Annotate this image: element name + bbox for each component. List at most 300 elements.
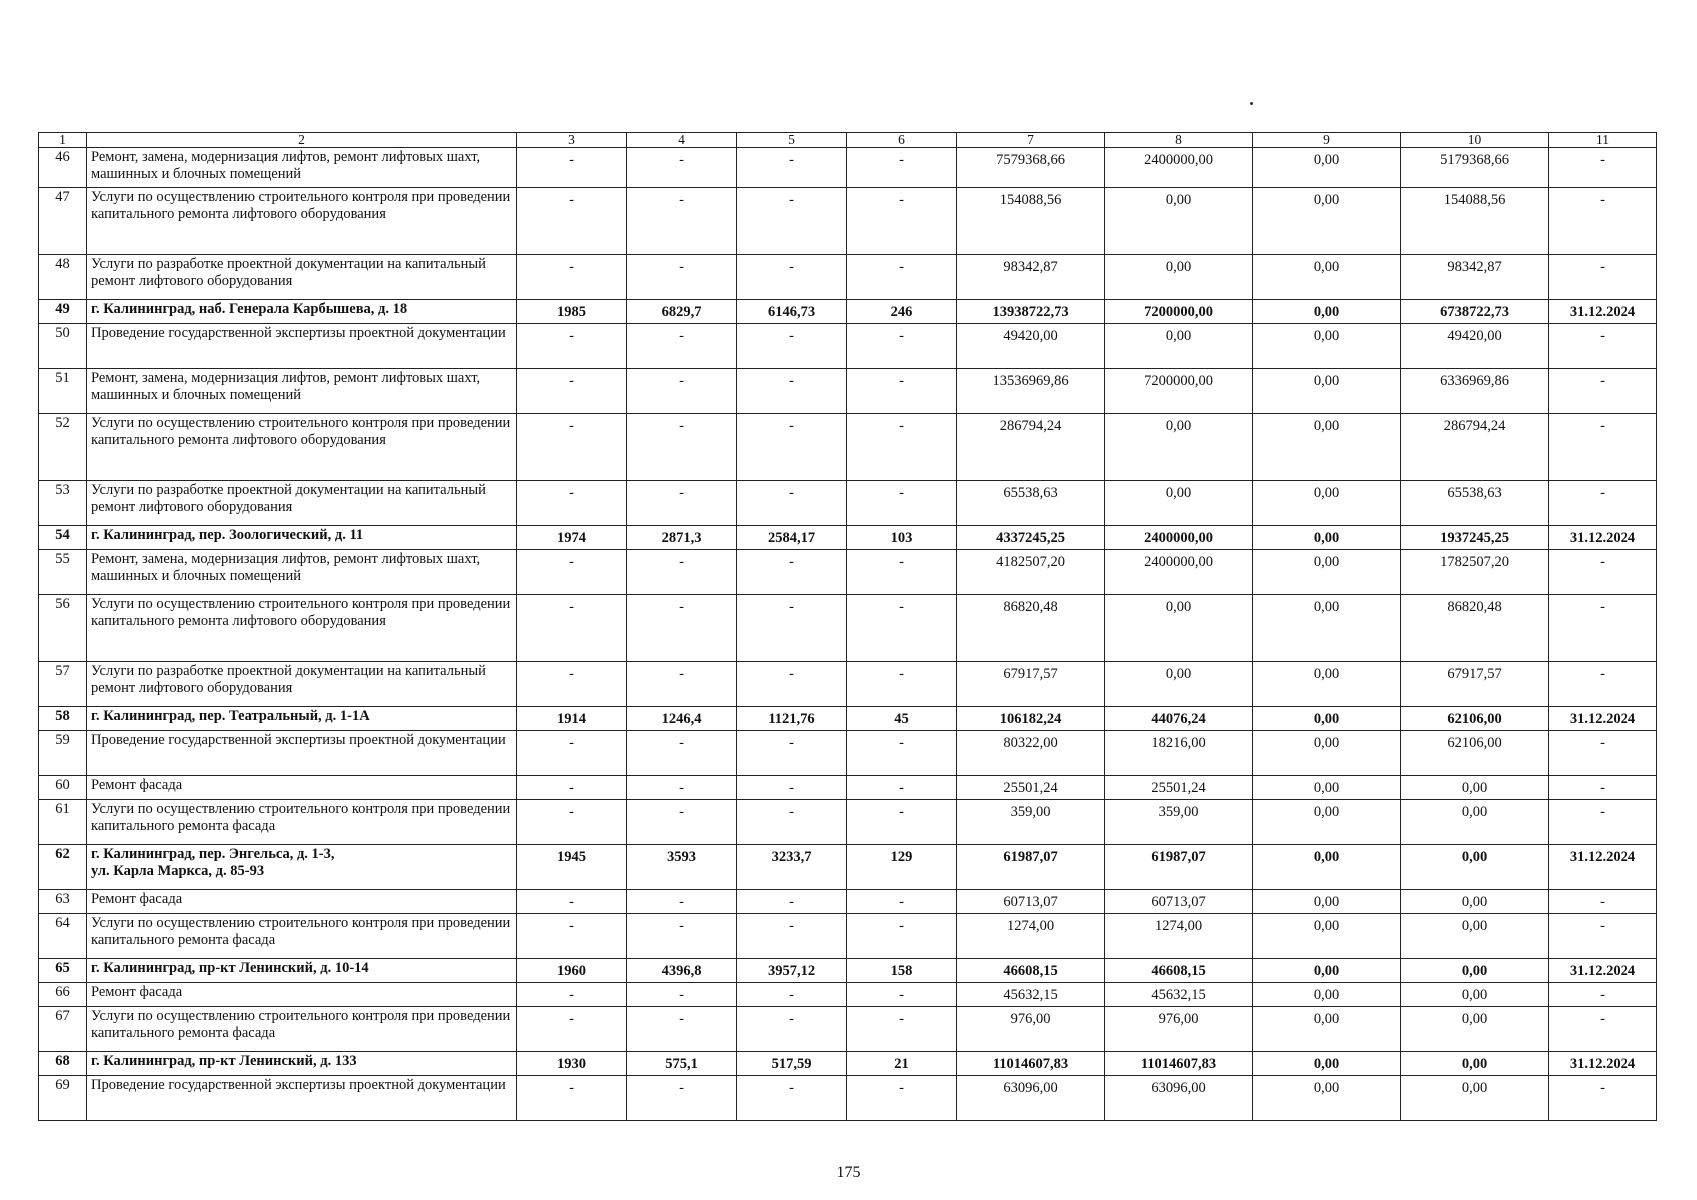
table-row — [39, 526, 1657, 550]
col10-value: 0,00 — [1401, 983, 1549, 1007]
col10-value: 65538,63 — [1401, 481, 1549, 526]
col7-total: 106182,24 — [957, 707, 1105, 731]
col8-value: 0,00 — [1105, 662, 1253, 707]
col5-area: - — [737, 914, 847, 959]
col3-year: - — [517, 890, 627, 914]
col5-area: - — [737, 662, 847, 707]
col3-year: - — [517, 255, 627, 300]
col6-count: - — [847, 662, 957, 707]
col9-value: 0,00 — [1253, 1052, 1401, 1076]
col4-area: 2871,3 — [627, 526, 737, 550]
col5-area: 3957,12 — [737, 959, 847, 983]
row-number: 48 — [39, 255, 87, 300]
col6-count: - — [847, 776, 957, 800]
col6-count: 129 — [847, 845, 957, 890]
col10-value: 154088,56 — [1401, 188, 1549, 255]
row-number: 47 — [39, 188, 87, 255]
table-row — [39, 324, 1657, 369]
row-name: г. Калининград, пер. Театральный, д. 1-1А — [87, 707, 517, 731]
row-number: 68 — [39, 1052, 87, 1076]
table-row — [39, 914, 1657, 959]
col-header: 3 — [517, 133, 627, 148]
col3-year: 1960 — [517, 959, 627, 983]
table-row — [39, 255, 1657, 300]
table-row — [39, 983, 1657, 1007]
table-row — [39, 414, 1657, 481]
col10-value: 0,00 — [1401, 845, 1549, 890]
col5-area: - — [737, 255, 847, 300]
col3-year: 1945 — [517, 845, 627, 890]
table-row — [39, 776, 1657, 800]
row-name: Ремонт фасада — [87, 890, 517, 914]
col3-year: - — [517, 481, 627, 526]
col7-total: 13938722,73 — [957, 300, 1105, 324]
col6-count: 21 — [847, 1052, 957, 1076]
row-number: 52 — [39, 414, 87, 481]
row-name: Услуги по осуществлению строительного контроля при проведении капитального ремонта фасада — [87, 914, 517, 959]
row-number: 67 — [39, 1007, 87, 1052]
col10-value: 6738722,73 — [1401, 300, 1549, 324]
row-name: Услуги по разработке проектной документации на капитальный ремонт лифтового оборудования — [87, 481, 517, 526]
col5-area: - — [737, 595, 847, 662]
col8-value: 18216,00 — [1105, 731, 1253, 776]
col11-date: - — [1549, 550, 1657, 595]
row-name: Ремонт, замена, модернизация лифтов, ремонт лифтовых шахт, машинных и блочных помещений — [87, 148, 517, 188]
col11-date: - — [1549, 662, 1657, 707]
row-name: г. Калининград, пр-кт Ленинский, д. 10-14 — [87, 959, 517, 983]
col9-value: 0,00 — [1253, 890, 1401, 914]
col3-year: - — [517, 595, 627, 662]
row-number: 55 — [39, 550, 87, 595]
col9-value: 0,00 — [1253, 707, 1401, 731]
col8-value: 1274,00 — [1105, 914, 1253, 959]
table-row — [39, 959, 1657, 983]
col5-area: - — [737, 414, 847, 481]
row-number: 61 — [39, 800, 87, 845]
col4-area: - — [627, 595, 737, 662]
col4-area: - — [627, 369, 737, 414]
col10-value: 0,00 — [1401, 914, 1549, 959]
col9-value: 0,00 — [1253, 800, 1401, 845]
table-row — [39, 731, 1657, 776]
col-header: 8 — [1105, 133, 1253, 148]
col3-year: - — [517, 369, 627, 414]
col9-value: 0,00 — [1253, 731, 1401, 776]
col10-value: 6336969,86 — [1401, 369, 1549, 414]
col9-value: 0,00 — [1253, 983, 1401, 1007]
row-number: 51 — [39, 369, 87, 414]
col-header: 9 — [1253, 133, 1401, 148]
row-number: 58 — [39, 707, 87, 731]
col6-count: - — [847, 890, 957, 914]
col3-year: - — [517, 983, 627, 1007]
col11-date: - — [1549, 255, 1657, 300]
col4-area: 6829,7 — [627, 300, 737, 324]
col7-total: 13536969,86 — [957, 369, 1105, 414]
col6-count: - — [847, 983, 957, 1007]
col4-area: - — [627, 731, 737, 776]
col6-count: - — [847, 369, 957, 414]
row-number: 57 — [39, 662, 87, 707]
col4-area: - — [627, 324, 737, 369]
col9-value: 0,00 — [1253, 481, 1401, 526]
row-name: Услуги по осуществлению строительного контроля при проведении капитального ремонта фасада — [87, 800, 517, 845]
col11-date: 31.12.2024 — [1549, 845, 1657, 890]
row-name: Проведение государственной экспертизы проектной документации — [87, 731, 517, 776]
col3-year: 1974 — [517, 526, 627, 550]
col8-value: 2400000,00 — [1105, 550, 1253, 595]
col10-value: 1937245,25 — [1401, 526, 1549, 550]
col9-value: 0,00 — [1253, 914, 1401, 959]
col6-count: - — [847, 595, 957, 662]
col10-value: 1782507,20 — [1401, 550, 1549, 595]
col-header: 5 — [737, 133, 847, 148]
col6-count: - — [847, 414, 957, 481]
col-header: 2 — [87, 133, 517, 148]
table-row — [39, 1052, 1657, 1076]
col6-count: - — [847, 550, 957, 595]
col8-value: 25501,24 — [1105, 776, 1253, 800]
col9-value: 0,00 — [1253, 776, 1401, 800]
col7-total: 11014607,83 — [957, 1052, 1105, 1076]
col8-value: 0,00 — [1105, 595, 1253, 662]
table-row — [39, 707, 1657, 731]
row-number: 62 — [39, 845, 87, 890]
col9-value: 0,00 — [1253, 369, 1401, 414]
col5-area: 1121,76 — [737, 707, 847, 731]
table-row — [39, 1076, 1657, 1121]
row-name: г. Калининград, пер. Зоологический, д. 11 — [87, 526, 517, 550]
data-table — [38, 132, 1657, 1121]
col7-total: 67917,57 — [957, 662, 1105, 707]
col5-area: - — [737, 1076, 847, 1121]
row-number: 50 — [39, 324, 87, 369]
col6-count: 158 — [847, 959, 957, 983]
col11-date: 31.12.2024 — [1549, 959, 1657, 983]
col11-date: - — [1549, 890, 1657, 914]
row-number: 53 — [39, 481, 87, 526]
col9-value: 0,00 — [1253, 595, 1401, 662]
table-row — [39, 300, 1657, 324]
col9-value: 0,00 — [1253, 414, 1401, 481]
row-name: г. Калининград, наб. Генерала Карбышева, д. 18 — [87, 300, 517, 324]
row-name: Проведение государственной экспертизы проектной документации — [87, 1076, 517, 1121]
col8-value: 976,00 — [1105, 1007, 1253, 1052]
table-row — [39, 595, 1657, 662]
row-number: 46 — [39, 148, 87, 188]
col4-area: 1246,4 — [627, 707, 737, 731]
col7-total: 4337245,25 — [957, 526, 1105, 550]
col8-value: 0,00 — [1105, 414, 1253, 481]
col4-area: - — [627, 1076, 737, 1121]
col3-year: - — [517, 1076, 627, 1121]
col3-year: 1930 — [517, 1052, 627, 1076]
col10-value: 286794,24 — [1401, 414, 1549, 481]
col7-total: 86820,48 — [957, 595, 1105, 662]
col5-area: 2584,17 — [737, 526, 847, 550]
col4-area: - — [627, 550, 737, 595]
col5-area: - — [737, 890, 847, 914]
col3-year: - — [517, 148, 627, 188]
col8-value: 45632,15 — [1105, 983, 1253, 1007]
col8-value: 0,00 — [1105, 324, 1253, 369]
col5-area: - — [737, 481, 847, 526]
col-header: 4 — [627, 133, 737, 148]
header-row — [39, 133, 1657, 148]
col4-area: - — [627, 800, 737, 845]
col4-area: - — [627, 914, 737, 959]
col11-date: 31.12.2024 — [1549, 300, 1657, 324]
col9-value: 0,00 — [1253, 526, 1401, 550]
col6-count: 103 — [847, 526, 957, 550]
col4-area: - — [627, 776, 737, 800]
table-row — [39, 845, 1657, 890]
col5-area: - — [737, 731, 847, 776]
row-name: Проведение государственной экспертизы проектной документации — [87, 324, 517, 369]
col5-area: 517,59 — [737, 1052, 847, 1076]
col5-area: - — [737, 550, 847, 595]
col11-date: - — [1549, 914, 1657, 959]
col10-value: 0,00 — [1401, 1007, 1549, 1052]
col8-value: 7200000,00 — [1105, 369, 1253, 414]
row-number: 64 — [39, 914, 87, 959]
col9-value: 0,00 — [1253, 255, 1401, 300]
col7-total: 1274,00 — [957, 914, 1105, 959]
col7-total: 49420,00 — [957, 324, 1105, 369]
table-row — [39, 1007, 1657, 1052]
col5-area: - — [737, 983, 847, 1007]
row-number: 63 — [39, 890, 87, 914]
row-name: Ремонт, замена, модернизация лифтов, ремонт лифтовых шахт, машинных и блочных помещений — [87, 550, 517, 595]
col8-value: 7200000,00 — [1105, 300, 1253, 324]
col10-value: 62106,00 — [1401, 731, 1549, 776]
table-row — [39, 662, 1657, 707]
stray-dot — [1250, 102, 1253, 105]
col9-value: 0,00 — [1253, 188, 1401, 255]
table-row — [39, 148, 1657, 188]
col-header: 10 — [1401, 133, 1549, 148]
col7-total: 4182507,20 — [957, 550, 1105, 595]
col10-value: 0,00 — [1401, 776, 1549, 800]
row-name: Ремонт фасада — [87, 776, 517, 800]
col11-date: - — [1549, 800, 1657, 845]
col11-date: - — [1549, 1007, 1657, 1052]
col5-area: - — [737, 1007, 847, 1052]
col3-year: - — [517, 414, 627, 481]
col7-total: 7579368,66 — [957, 148, 1105, 188]
col7-total: 80322,00 — [957, 731, 1105, 776]
col6-count: - — [847, 481, 957, 526]
col3-year: 1985 — [517, 300, 627, 324]
col5-area: - — [737, 324, 847, 369]
col6-count: - — [847, 731, 957, 776]
col7-total: 63096,00 — [957, 1076, 1105, 1121]
col6-count: - — [847, 148, 957, 188]
col7-total: 45632,15 — [957, 983, 1105, 1007]
col5-area: - — [737, 800, 847, 845]
col3-year: - — [517, 662, 627, 707]
col4-area: - — [627, 414, 737, 481]
col4-area: 3593 — [627, 845, 737, 890]
col7-total: 61987,07 — [957, 845, 1105, 890]
col7-total: 65538,63 — [957, 481, 1105, 526]
row-number: 59 — [39, 731, 87, 776]
col6-count: - — [847, 324, 957, 369]
col10-value: 0,00 — [1401, 890, 1549, 914]
col8-value: 11014607,83 — [1105, 1052, 1253, 1076]
col4-area: 4396,8 — [627, 959, 737, 983]
col3-year: - — [517, 800, 627, 845]
row-number: 69 — [39, 1076, 87, 1121]
col11-date: - — [1549, 414, 1657, 481]
col3-year: 1914 — [517, 707, 627, 731]
row-name: Услуги по осуществлению строительного контроля при проведении капитального ремонта лифтового оборудования — [87, 188, 517, 255]
col11-date: 31.12.2024 — [1549, 1052, 1657, 1076]
col8-value: 61987,07 — [1105, 845, 1253, 890]
col11-date: - — [1549, 776, 1657, 800]
col9-value: 0,00 — [1253, 148, 1401, 188]
row-number: 60 — [39, 776, 87, 800]
col5-area: 3233,7 — [737, 845, 847, 890]
col9-value: 0,00 — [1253, 300, 1401, 324]
col3-year: - — [517, 1007, 627, 1052]
col5-area: - — [737, 148, 847, 188]
row-name: г. Калининград, пр-кт Ленинский, д. 133 — [87, 1052, 517, 1076]
col10-value: 0,00 — [1401, 1052, 1549, 1076]
col6-count: 45 — [847, 707, 957, 731]
col11-date: - — [1549, 481, 1657, 526]
col7-total: 286794,24 — [957, 414, 1105, 481]
row-number: 65 — [39, 959, 87, 983]
row-number: 56 — [39, 595, 87, 662]
col11-date: - — [1549, 369, 1657, 414]
col8-value: 46608,15 — [1105, 959, 1253, 983]
col7-total: 25501,24 — [957, 776, 1105, 800]
col7-total: 98342,87 — [957, 255, 1105, 300]
col9-value: 0,00 — [1253, 1076, 1401, 1121]
col4-area: - — [627, 983, 737, 1007]
row-name: Услуги по осуществлению строительного контроля при проведении капитального ремонта фасада — [87, 1007, 517, 1052]
col3-year: - — [517, 731, 627, 776]
col11-date: - — [1549, 595, 1657, 662]
col10-value: 62106,00 — [1401, 707, 1549, 731]
col4-area: - — [627, 255, 737, 300]
col9-value: 0,00 — [1253, 959, 1401, 983]
col11-date: - — [1549, 1076, 1657, 1121]
table-row — [39, 188, 1657, 255]
col3-year: - — [517, 776, 627, 800]
row-name: Услуги по разработке проектной документации на капитальный ремонт лифтового оборудования — [87, 255, 517, 300]
col4-area: - — [627, 1007, 737, 1052]
col11-date: - — [1549, 188, 1657, 255]
col11-date: - — [1549, 983, 1657, 1007]
col6-count: - — [847, 188, 957, 255]
col8-value: 2400000,00 — [1105, 526, 1253, 550]
col11-date: 31.12.2024 — [1549, 707, 1657, 731]
col4-area: - — [627, 890, 737, 914]
col10-value: 67917,57 — [1401, 662, 1549, 707]
col5-area: 6146,73 — [737, 300, 847, 324]
col-header: 7 — [957, 133, 1105, 148]
col3-year: - — [517, 188, 627, 255]
col3-year: - — [517, 550, 627, 595]
table-row — [39, 890, 1657, 914]
col3-year: - — [517, 914, 627, 959]
col8-value: 0,00 — [1105, 481, 1253, 526]
col7-total: 46608,15 — [957, 959, 1105, 983]
col6-count: - — [847, 1076, 957, 1121]
col6-count: - — [847, 255, 957, 300]
col10-value: 49420,00 — [1401, 324, 1549, 369]
col8-value: 2400000,00 — [1105, 148, 1253, 188]
col4-area: - — [627, 148, 737, 188]
col5-area: - — [737, 369, 847, 414]
col10-value: 0,00 — [1401, 1076, 1549, 1121]
col10-value: 5179368,66 — [1401, 148, 1549, 188]
row-number: 49 — [39, 300, 87, 324]
col11-date: 31.12.2024 — [1549, 526, 1657, 550]
col9-value: 0,00 — [1253, 662, 1401, 707]
table-row — [39, 369, 1657, 414]
row-name: Услуги по осуществлению строительного контроля при проведении капитального ремонта лифтового оборудования — [87, 414, 517, 481]
col9-value: 0,00 — [1253, 1007, 1401, 1052]
col6-count: - — [847, 800, 957, 845]
col4-area: - — [627, 481, 737, 526]
col3-year: - — [517, 324, 627, 369]
col7-total: 359,00 — [957, 800, 1105, 845]
col7-total: 154088,56 — [957, 188, 1105, 255]
col5-area: - — [737, 188, 847, 255]
col11-date: - — [1549, 148, 1657, 188]
col7-total: 60713,07 — [957, 890, 1105, 914]
col8-value: 63096,00 — [1105, 1076, 1253, 1121]
col10-value: 86820,48 — [1401, 595, 1549, 662]
page-number: 175 — [836, 1164, 861, 1181]
col8-value: 44076,24 — [1105, 707, 1253, 731]
col8-value: 359,00 — [1105, 800, 1253, 845]
row-name: Ремонт, замена, модернизация лифтов, ремонт лифтовых шахт, машинных и блочных помещений — [87, 369, 517, 414]
col7-total: 976,00 — [957, 1007, 1105, 1052]
table-row — [39, 550, 1657, 595]
col-header: 1 — [39, 133, 87, 148]
col4-area: - — [627, 662, 737, 707]
row-number: 66 — [39, 983, 87, 1007]
table-row — [39, 481, 1657, 526]
col4-area: 575,1 — [627, 1052, 737, 1076]
col9-value: 0,00 — [1253, 324, 1401, 369]
col8-value: 0,00 — [1105, 188, 1253, 255]
col4-area: - — [627, 188, 737, 255]
col11-date: - — [1549, 731, 1657, 776]
col9-value: 0,00 — [1253, 550, 1401, 595]
col8-value: 60713,07 — [1105, 890, 1253, 914]
col8-value: 0,00 — [1105, 255, 1253, 300]
col-header: 11 — [1549, 133, 1657, 148]
row-name: Услуги по осуществлению строительного контроля при проведении капитального ремонта лифтового оборудования — [87, 595, 517, 662]
row-name: Услуги по разработке проектной документации на капитальный ремонт лифтового оборудования — [87, 662, 517, 707]
row-name: Ремонт фасада — [87, 983, 517, 1007]
col11-date: - — [1549, 324, 1657, 369]
table-body — [39, 148, 1657, 1121]
col10-value: 98342,87 — [1401, 255, 1549, 300]
col6-count: 246 — [847, 300, 957, 324]
table-row — [39, 800, 1657, 845]
col9-value: 0,00 — [1253, 845, 1401, 890]
col5-area: - — [737, 776, 847, 800]
col6-count: - — [847, 914, 957, 959]
col10-value: 0,00 — [1401, 800, 1549, 845]
col-header: 6 — [847, 133, 957, 148]
